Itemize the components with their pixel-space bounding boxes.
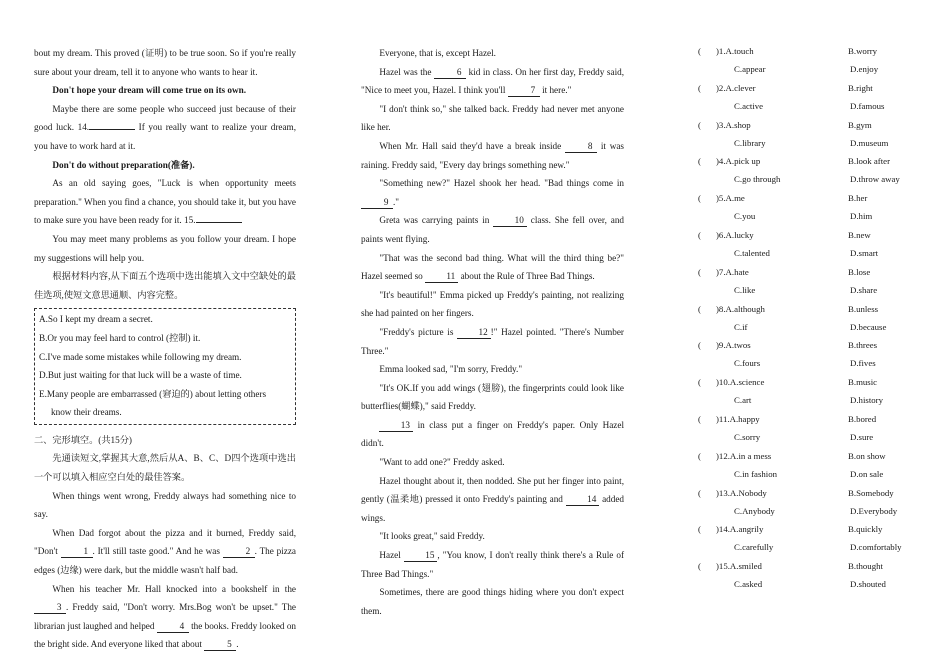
option-item: E.Many people are embarrassed (窘迫的) about letting others	[39, 388, 267, 399]
subheading: Don't hope your dream will come true on its own.	[52, 85, 247, 96]
option-b[interactable]: B.threes	[848, 340, 878, 351]
answer-slot[interactable]: (	[698, 266, 701, 277]
paragraph: Greta was carrying paints in 10 class. She fell over, and paints went flying.	[361, 215, 625, 244]
answer-slot[interactable]: (	[698, 340, 701, 351]
option-c[interactable]: C.go through	[734, 174, 781, 185]
option-item: A.So I kept my dream a secret.	[39, 314, 153, 325]
question-6	[694, 228, 924, 265]
option-d[interactable]: D.shouted	[850, 579, 886, 590]
paragraph: "Freddy's picture is 12 !" Hazel pointed. "There's Number Three."	[361, 326, 624, 356]
option-c[interactable]: C.sorry	[734, 431, 761, 442]
answer-blank-15[interactable]	[196, 222, 242, 223]
option-d[interactable]: D.enjoy	[850, 64, 879, 74]
question-7	[694, 265, 924, 302]
question-14	[694, 522, 924, 559]
paragraph: When things went wrong, Freddy always had something nice to say.	[34, 490, 296, 520]
option-d[interactable]: D.comfortably	[850, 542, 902, 553]
option-d[interactable]: D.him	[850, 211, 873, 222]
option-b[interactable]: B.right	[848, 82, 873, 93]
option-b[interactable]: B.worry	[848, 46, 878, 56]
paragraph: 13 in class put a finger on Freddy's paper. Only Hazel didn't.	[361, 419, 625, 449]
answer-slot[interactable]: (	[698, 46, 701, 56]
option-a[interactable]: )13.A.Nobody	[716, 487, 767, 498]
option-c[interactable]: C.in fashion	[734, 468, 778, 479]
option-c[interactable]: C.carefully	[734, 542, 774, 553]
paragraph: You may meet many problems as you follow your dream. I hope my suggestions will help you.	[34, 233, 296, 263]
question-2	[694, 81, 924, 118]
option-c[interactable]: C.if	[734, 321, 748, 332]
passage-column-middle	[361, 44, 624, 620]
cloze-blank[interactable]: 8	[565, 140, 597, 153]
option-b[interactable]: B.Somebody	[848, 487, 894, 498]
answer-slot[interactable]: (	[698, 377, 701, 388]
answer-slot[interactable]: (	[698, 82, 701, 93]
option-c[interactable]: C.active	[734, 100, 764, 111]
option-item: B.Or you may feel hard to control (控制) it.	[39, 332, 201, 343]
cloze-blank[interactable]: 1	[61, 545, 93, 558]
option-b[interactable]: B.look after	[848, 156, 891, 167]
option-b[interactable]: B.gym	[848, 119, 872, 130]
paragraph: "Something new?" Hazel shook her head. "Bad things come in 9 ."	[361, 174, 624, 211]
option-d[interactable]: D.famous	[850, 100, 885, 111]
option-d[interactable]: D.on sale	[850, 468, 884, 479]
question-4	[694, 154, 924, 191]
paragraph: Sometimes, there are good things hiding where you don't expect them.	[361, 587, 624, 616]
option-a[interactable]: )7.A.hate	[716, 266, 749, 277]
answer-slot[interactable]: (	[698, 524, 701, 535]
paragraph: Emma looked sad, "I'm sorry, Freddy."	[379, 364, 523, 375]
option-a[interactable]: )15.A.smiled	[716, 561, 762, 572]
answer-slot[interactable]: (	[698, 156, 701, 167]
option-item: C.I've made some mistakes while following my dream.	[39, 351, 242, 362]
section-title: 二、完形填空。(共15分)	[34, 434, 132, 445]
answer-slot[interactable]: (	[698, 561, 701, 572]
option-c[interactable]: C.you	[734, 211, 756, 222]
option-d[interactable]: D.smart	[850, 247, 879, 258]
answer-slot[interactable]: (	[698, 450, 701, 461]
cloze-blank[interactable]: 2	[223, 545, 255, 558]
cloze-blank[interactable]: 14	[566, 493, 600, 506]
option-b[interactable]: B.her	[848, 193, 868, 204]
option-c[interactable]: C.like	[734, 284, 756, 295]
cloze-blank[interactable]: 9	[361, 196, 393, 209]
cloze-blank[interactable]: 11	[425, 270, 458, 283]
option-b[interactable]: B.bored	[848, 413, 877, 424]
cloze-blank[interactable]: 13	[379, 419, 413, 432]
cloze-blank[interactable]: 6	[434, 66, 466, 79]
answer-slot[interactable]: (	[698, 303, 701, 314]
answer-slot[interactable]: (	[698, 119, 701, 130]
cloze-blank[interactable]: 5	[204, 638, 236, 651]
paragraph: As an old saying goes, "Luck is when opportunity meets preparation." When you find a chance, you should take it, but you have to make sure you have been ready for it. 15.	[34, 178, 296, 226]
answer-slot[interactable]: (	[698, 413, 701, 424]
question-15	[694, 559, 924, 596]
option-d[interactable]: D.sure	[850, 431, 874, 442]
option-item: D.But just waiting for that luck will be a waste of time.	[39, 370, 242, 381]
option-a[interactable]: )3.A.shop	[716, 119, 751, 130]
option-d[interactable]: D.share	[850, 284, 878, 295]
paragraph: bout my dream. This proved (证明) to be true soon. So if you're really sure about your dream, tell it to anyone who wants to hear it.	[34, 48, 296, 77]
option-a[interactable]: )2.A.clever	[716, 82, 756, 93]
cloze-blank[interactable]: 15	[404, 549, 438, 562]
question-11	[694, 412, 924, 449]
cloze-blank[interactable]: 7	[508, 84, 540, 97]
subheading: Don't do without preparation(准备).	[52, 159, 195, 170]
paragraph: "It's OK.If you add wings (翅膀), the fingerprints could look like butterflies(蝴蝶)," said Freddy.	[361, 382, 624, 412]
paragraph: Maybe there are some people who succeed just because of their good luck. 14. If you really want to realize your dream, you have to work hard at it.	[34, 103, 296, 151]
option-b[interactable]: B.new	[848, 229, 871, 240]
answer-slot[interactable]: (	[698, 487, 701, 498]
paragraph: "It's beautiful!" Emma picked up Freddy's painting, not realizing she had painted on her fingers.	[361, 289, 624, 319]
paragraph: When Mr. Hall said they'd have a break inside 8 it was raining. Freddy said, "Every day brings something new."	[361, 140, 625, 170]
question-3	[694, 118, 924, 155]
option-c[interactable]: C.art	[734, 395, 752, 406]
option-d[interactable]: D.because	[850, 321, 887, 332]
option-c[interactable]: C.library	[734, 137, 766, 148]
paragraph: Hazel was the 6 kid in class. On her first day, Freddy said, "Nice to meet you, Hazel. I think you'll 7 it here."	[361, 66, 625, 96]
cloze-blank[interactable]: 3	[34, 601, 66, 614]
question-10	[694, 375, 924, 412]
paragraph: Hazel 15 , "You know, I don't really think there's a Rule of Three Bad Things."	[361, 550, 625, 579]
option-b[interactable]: B.on show	[848, 450, 886, 461]
option-a[interactable]: )14.A.angrily	[716, 524, 764, 535]
paragraph: "It looks great," said Freddy.	[379, 531, 485, 542]
question-13	[694, 486, 924, 523]
option-c[interactable]: C.talented	[734, 247, 770, 258]
option-d[interactable]: D.Everybody	[850, 505, 898, 516]
option-a[interactable]: )6.A.lucky	[716, 229, 754, 240]
option-b[interactable]: B.music	[848, 377, 878, 388]
option-b[interactable]: B.unless	[848, 303, 879, 314]
question-1	[694, 44, 924, 81]
question-9	[694, 338, 924, 375]
option-a[interactable]: )1.A.touch	[716, 46, 754, 56]
paragraph: Hazel thought about it, then nodded. She put her finger into paint, gently (温柔地) pressed it onto Freddy's painting and 14 added wings.	[361, 475, 625, 523]
option-c[interactable]: C.fours	[734, 358, 761, 369]
cloze-blank[interactable]: 12	[457, 326, 491, 339]
option-c[interactable]: C.appear	[734, 64, 766, 74]
option-d[interactable]: D.museum	[850, 137, 889, 148]
option-b[interactable]: B.thought	[848, 561, 883, 572]
option-a[interactable]: )9.A.twos	[716, 340, 751, 351]
section-instruction: 先通读短文,掌握其大意,然后从A、B、C、D四个选项中选出一个可以填入相应空白处的最佳答案。	[34, 453, 296, 483]
answer-options-column	[694, 44, 924, 596]
answer-slot[interactable]: (	[698, 229, 701, 240]
option-d[interactable]: D.throw away	[850, 174, 900, 185]
option-a[interactable]: )10.A.science	[716, 377, 765, 388]
option-a[interactable]: )11.A.happy	[716, 413, 760, 424]
option-b[interactable]: B.quickly	[848, 524, 883, 535]
cloze-blank[interactable]: 10	[493, 214, 527, 227]
option-d[interactable]: D.fives	[850, 358, 876, 369]
option-c[interactable]: C.asked	[734, 579, 763, 590]
option-b[interactable]: B.lose	[848, 266, 871, 277]
paragraph: When Dad forgot about the pizza and it burned, Freddy said, "Don't 1 . It'll still taste good." And he was 2 . The pizza edges (边缘) were dark, but the middle wasn't half bad.	[34, 527, 296, 576]
passage-column-left	[34, 44, 296, 654]
option-d[interactable]: D.history	[850, 395, 883, 406]
paragraph: When his teacher Mr. Hall knocked into a bookshelf in the 3 . Freddy said, "Don't worry. Mrs.Bog won't be upset." The librarian just laughed and helped 4 the books. Freddy looked on the bright side. And everyone liked that about 5 .	[34, 583, 297, 650]
option-a[interactable]: )5.A.me	[716, 193, 745, 204]
paragraph: "I don't think so," she talked back. Freddy had never met anyone like her.	[361, 103, 624, 133]
paragraph: "Want to add one?" Freddy asked.	[379, 457, 505, 468]
paragraph: "That was the second bad thing. What will the third thing be?" Hazel seemed so 11 about the Rule of Three Bad Things.	[361, 252, 624, 282]
option-a[interactable]: )4.A.pick up	[716, 156, 761, 167]
option-a[interactable]: )12.A.in a mess	[716, 450, 772, 461]
answer-blank-14[interactable]	[89, 129, 135, 130]
question-8	[694, 302, 924, 339]
paragraph: Everyone, that is, except Hazel.	[379, 48, 496, 58]
cloze-blank[interactable]: 4	[157, 620, 189, 633]
option-a[interactable]: )8.A.although	[716, 303, 765, 314]
option-c[interactable]: C.Anybody	[734, 505, 775, 516]
question-12	[694, 449, 924, 486]
instruction: 根据材料内容,从下面五个选项中选出能填入文中空缺处的最佳选项,使短文意思通顺、内容完整。	[34, 271, 296, 300]
options-box	[34, 308, 296, 425]
question-5	[694, 191, 924, 228]
option-item-continued: know their dreams.	[51, 407, 122, 418]
answer-slot[interactable]: (	[698, 193, 701, 204]
